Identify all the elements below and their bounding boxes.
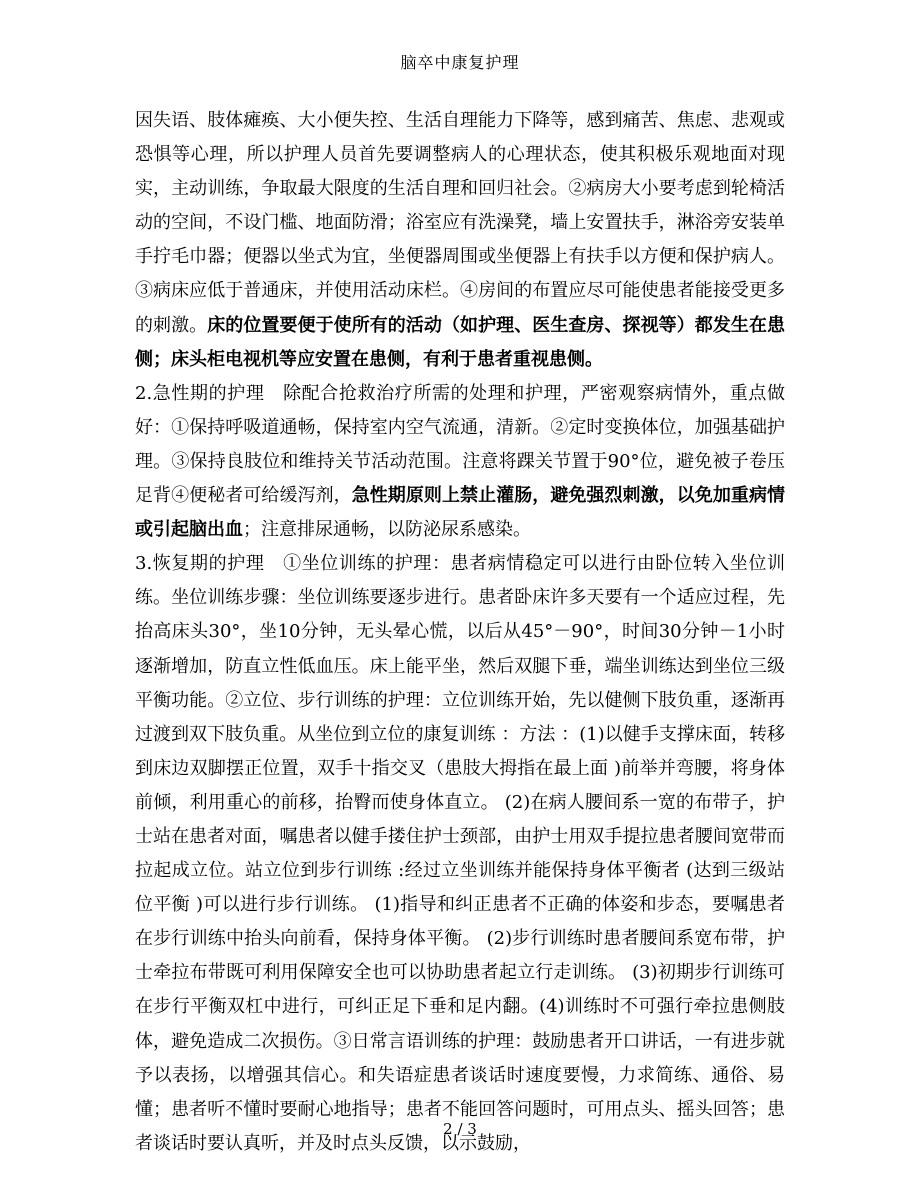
- paragraph-2-text-b: ；注意排尿通畅，以防泌尿系感染。: [243, 519, 531, 541]
- paragraph-3-text: 3.恢复期的护理 ①坐位训练的护理：患者病情稳定可以进行由卧位转入坐位训练。坐位训练步骤：坐位训练要逐步进行。患者卧床许多天要有一个适应过程，先抬高床头30°，坐10分钟，无头晕心慌，以后从45°－90°，时间30分钟－1小时逐渐增加，防直立性低血压。床上能平坐，然后双腿下垂，端坐训练达到坐位三级平衡功能。②立位、步行训练的护理：立位训练开始，先以健侧下肢负重，逐渐再过渡到双下肢负重。从坐位到立位的康复训练 ：方法 ：(1)以健手支撑床面，转移到床边双脚摆正位置，双手十指交叉（患肢大拇指在最上面 )前举并弯腰，将身体前倾，利用重心的前移，抬臀而使身体直立。 (2)在病人腰间系一宽的布带子，护士站在患者对面，嘱患者以健手搂住护士颈部，由护士用双手提拉患者腰间宽带而拉起成立位。站立位到步行训练 :经过立坐训练并能保持身体平衡者 (达到三级站位平衡 )可以进行步行训练。 (1)指导和纠正患者不正确的体姿和步态，要嘱患者在步行训练中抬头向前看，保持身体平衡。 (2)步行训练时患者腰间系宽布带，护士牵拉布带既可利用保障安全也可以协助患者起立行走训练。 (3)初期步行训练可在步行平衡双杠中进行，可纠正足下垂和足内翻。(4)训练时不可强行牵拉患侧肢体，避免造成二次损伤。③日常言语训练的护理：鼓励患者开口讲话，一有进步就予以表扬，以增强其信心。和失语症患者谈话时速度要慢，力求简练、通俗、易懂；患者听不懂时要耐心地指导；患者不能回答问题时，可用点头、摇头回答；患者谈话时要认真听，并及时点头反馈，以示鼓励，: [135, 553, 785, 1154]
- paragraph-2-bold: 急性期原则上禁止灌肠，避免强烈刺激，以免加重病情或引起脑出血: [135, 485, 785, 541]
- paragraph-2-text-a: 2.急性期的护理 除配合抢救治疗所需的处理和护理，严密观察病情外，重点做好：①保持呼吸道通畅，保持室内空气流通，清新。②定时变换体位，加强基础护理。③保持良肢位和维持关节活动范围。注意将踝关节置于90°位，避免被子卷压足背④便秘者可给缓泻剂，: [135, 382, 785, 507]
- paragraph-3: [135, 547, 785, 1161]
- paragraph-2: [135, 377, 785, 547]
- document-body: [135, 104, 785, 1161]
- paragraph-1-bold: 床的位置要便于使所有的活动（如护理、医生查房、探视等）都发生在患侧；床头柜电视机等应安置在患侧，有利于患者重视患侧。: [135, 314, 786, 370]
- paragraph-1: [135, 104, 785, 377]
- paragraph-1-text: 因失语、肢体瘫痪、大小便失控、生活自理能力下降等，感到痛苦、焦虑、悲观或恐惧等心理，所以护理人员首先要调整病人的心理状态，使其积极乐观地面对现实，主动训练，争取最大限度的生活自理和回归社会。②病房大小要考虑到轮椅活动的空间，不设门槛、地面防滑；浴室应有洗澡凳，墙上安置扶手，淋浴旁安装单手拧毛巾器；便器以坐式为宜，坐便器周围或坐便器上有扶手以方便和保护病人。③病床应低于普通床，并使用活动床栏。④房间的布置应尽可能使患者能接受更多的刺激。: [135, 110, 785, 336]
- page-header: 脑卒中康复护理: [400, 53, 520, 72]
- page-number: 2 / 3: [443, 1120, 477, 1138]
